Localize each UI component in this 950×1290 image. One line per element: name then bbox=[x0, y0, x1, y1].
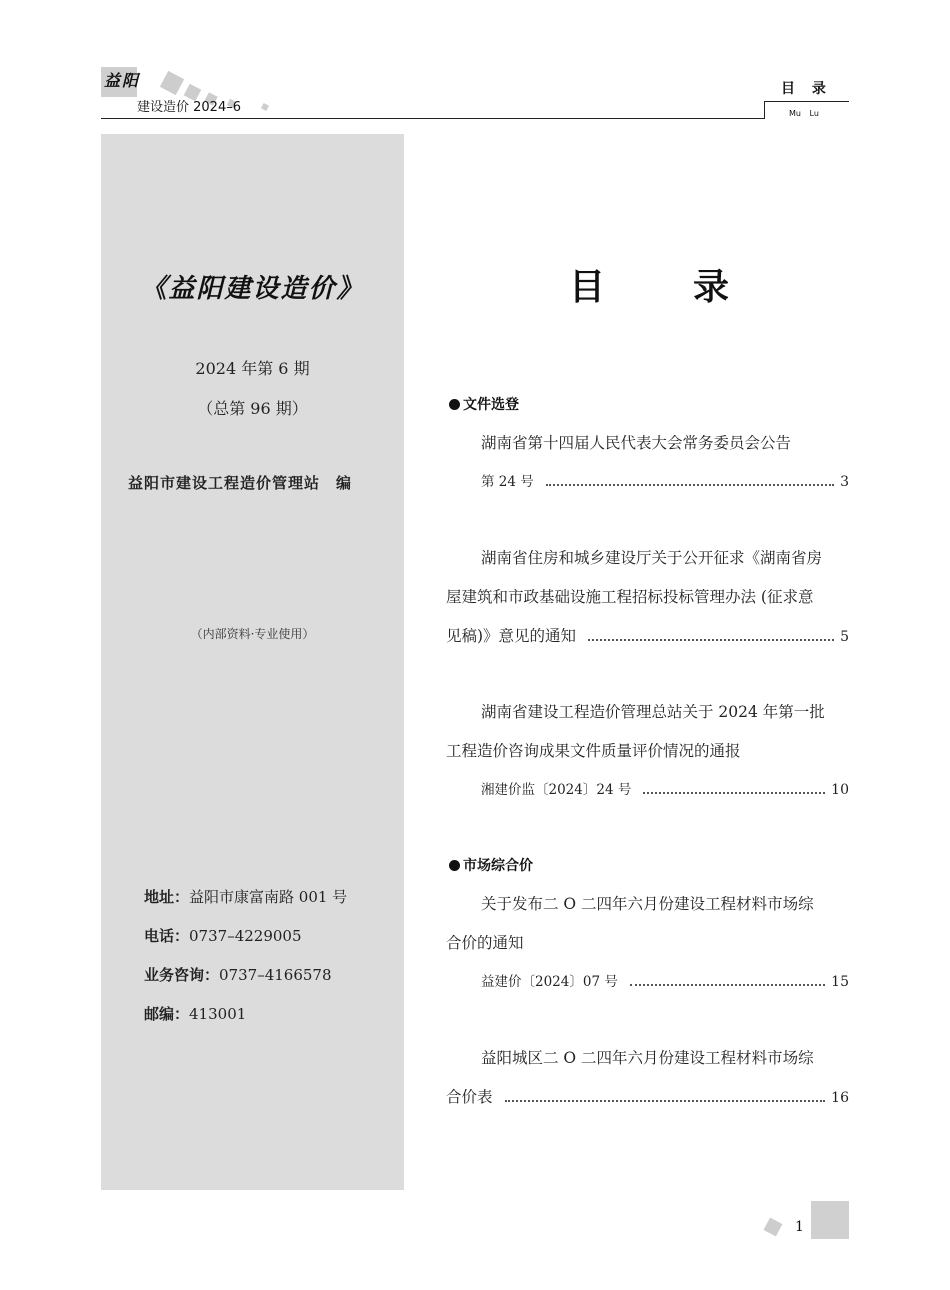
toc-section-heading bbox=[449, 855, 533, 875]
header-decoration bbox=[160, 71, 184, 95]
toc-entry-tail: 合价表 bbox=[446, 1088, 493, 1106]
issue-line: 2024 年第 6 期 bbox=[195, 359, 310, 378]
contact-postcode bbox=[144, 1003, 246, 1024]
header-issue-label: 建设造价 2024–6 bbox=[137, 100, 241, 115]
toc-entry-line: 益阳城区二 O 二四年六月份建设工程材料市场综 bbox=[481, 1049, 814, 1067]
toc-entry-tail: 益建价〔2024〕07 号 bbox=[481, 974, 618, 990]
toc-entry-link[interactable] bbox=[446, 624, 849, 646]
contact-address bbox=[144, 886, 347, 907]
section-heading-text: 市场综合价 bbox=[463, 858, 533, 874]
toc-entry-line: 湖南省第十四届人民代表大会常务委员会公告 bbox=[481, 434, 792, 452]
toc-page-number: 16 bbox=[831, 1090, 849, 1106]
dot-leader bbox=[588, 639, 834, 641]
toc-entry-tail: 第 24 号 bbox=[481, 474, 534, 490]
page-number-box bbox=[811, 1201, 849, 1239]
page-number: 1 bbox=[795, 1219, 804, 1235]
total-issue: （总第 96 期） bbox=[197, 399, 308, 418]
bullet-icon bbox=[449, 860, 460, 871]
toc-entry-line: 湖南省住房和城乡建设厅关于公开征求《湖南省房 bbox=[481, 549, 823, 567]
toc-entry-line: 湖南省建设工程造价管理总站关于 2024 年第一批 bbox=[481, 703, 825, 721]
toc-entry-link[interactable] bbox=[481, 470, 849, 490]
toc-entry-link[interactable] bbox=[446, 1085, 849, 1107]
footer-decoration bbox=[764, 1218, 783, 1237]
header-rule-step bbox=[764, 101, 765, 119]
publication-title: 《益阳建设造价》 bbox=[140, 274, 365, 304]
toc-entry-line: 合价的通知 bbox=[446, 934, 524, 952]
contact-value: 0737–4229005 bbox=[189, 927, 302, 945]
header-rule bbox=[101, 118, 765, 119]
contact-value: 0737–4166578 bbox=[219, 966, 332, 984]
dot-leader bbox=[546, 484, 834, 486]
contact-label: 电话： bbox=[144, 927, 190, 945]
section-heading-text: 文件选登 bbox=[463, 397, 519, 413]
header-logo: 益阳 bbox=[104, 71, 141, 90]
toc-entry-tail: 见稿)》意见的通知 bbox=[446, 627, 577, 645]
toc-entry-link[interactable] bbox=[481, 778, 849, 798]
header-rule-right bbox=[764, 101, 849, 102]
dot-leader bbox=[643, 792, 825, 794]
bullet-icon bbox=[449, 399, 460, 410]
contact-consulting bbox=[144, 964, 332, 985]
contact-label: 业务咨询： bbox=[144, 966, 220, 984]
toc-entry-line: 屋建筑和市政基础设施工程招标投标管理办法 (征求意 bbox=[446, 588, 814, 606]
toc-page-number: 10 bbox=[831, 782, 849, 798]
toc-title: 目录 bbox=[569, 267, 818, 308]
contact-label: 地址： bbox=[144, 888, 190, 906]
dot-leader bbox=[505, 1100, 826, 1102]
toc-page-number: 3 bbox=[840, 474, 849, 490]
dot-leader bbox=[630, 984, 825, 986]
contact-value: 益阳市康富南路 001 号 bbox=[189, 888, 348, 906]
header-decoration bbox=[261, 103, 269, 111]
header-section-pinyin: Mu Lu bbox=[789, 109, 819, 118]
toc-entry-tail: 湘建价监〔2024〕24 号 bbox=[481, 782, 632, 798]
contact-value: 413001 bbox=[189, 1005, 247, 1023]
toc-page-number: 5 bbox=[840, 629, 849, 645]
toc-entry-line: 工程造价咨询成果文件质量评价情况的通报 bbox=[446, 742, 741, 760]
contact-phone bbox=[144, 925, 302, 946]
toc-section-heading bbox=[449, 394, 519, 414]
internal-note: （内部资料·专业使用） bbox=[190, 627, 315, 641]
toc-entry-line: 关于发布二 O 二四年六月份建设工程材料市场综 bbox=[481, 895, 814, 913]
toc-page-number: 15 bbox=[831, 974, 849, 990]
toc-entry-link[interactable] bbox=[481, 970, 849, 990]
editor-line: 益阳市建设工程造价管理站 编 bbox=[128, 474, 353, 492]
header-section-title: 目 录 bbox=[781, 81, 832, 97]
contact-label: 邮编： bbox=[144, 1005, 190, 1023]
